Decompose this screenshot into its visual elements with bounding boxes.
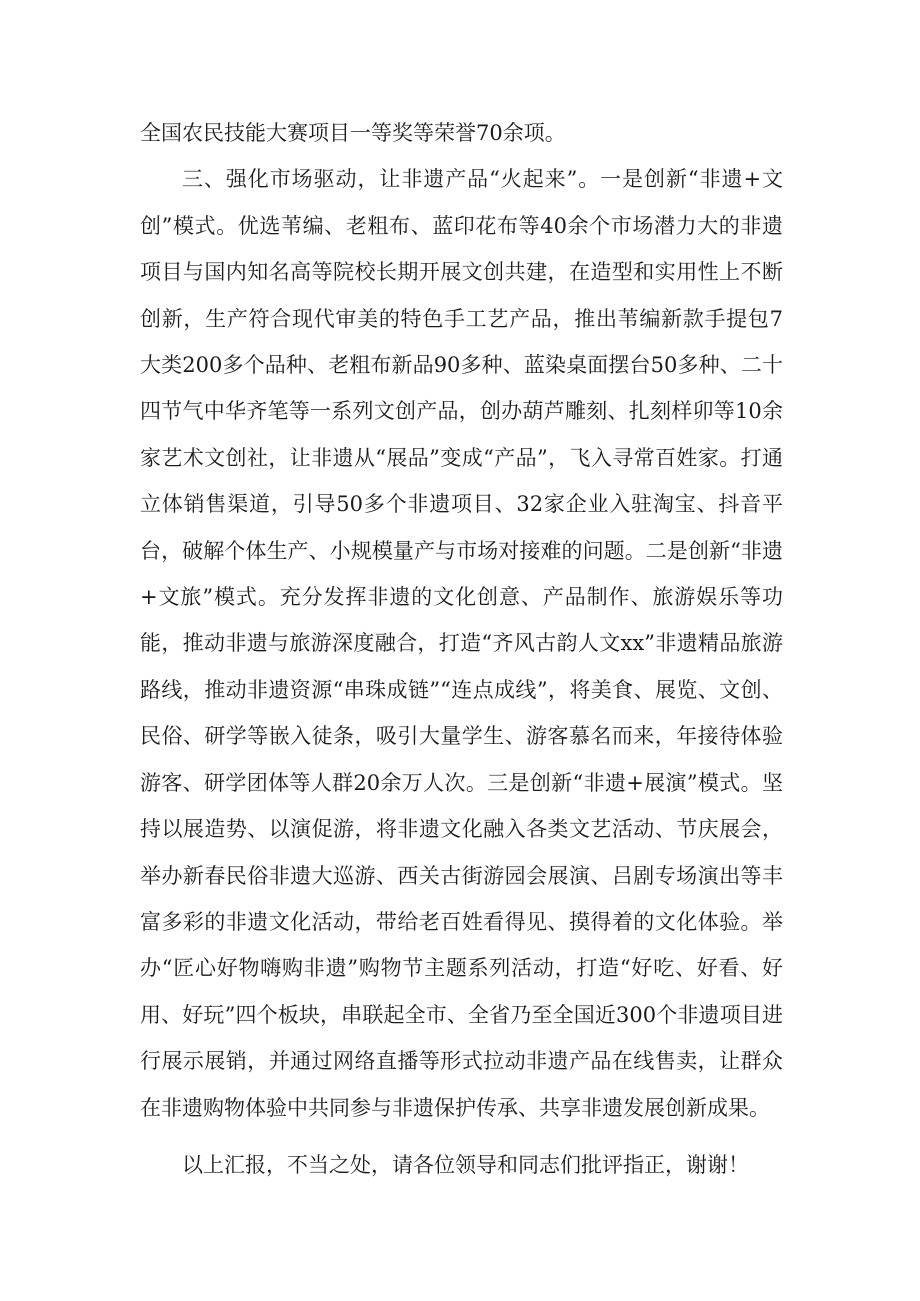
paragraph-closing-remarks: 以上汇报，不当之处，请各位领导和同志们批评指正，谢谢！: [182, 1152, 749, 1177]
paragraph-market-drive: 三、强化市场驱动，让非遗产品“火起来”。一是创新“非遗+文创”模式。优选苇编、老粗布、蓝印花布等40余个市场潜力大的非遗项目与国内知名高等院校长期开展文创共建，在造型和实用性上不断创新，生产符合现代审美的特色手工艺产品，推出苇编新款手提包7大类200多个品种、老粗布新品90多种、蓝染桌面摆台50多种、二十四节气中华齐笔等一系列文创产品，创办葫芦雕刻、扎刻样卯等10余家艺术文创社，让非遗从“展品”变成“产品”，飞入寻常百姓家。打通立体销售渠道，引导50多个非遗项目、32家企业入驻淘宝、抖音平台，破解个体生产、小规模量产与市场对接难的问题。二是创新“非遗+文旅”模式。充分发挥非遗的文化创意、产品制作、旅游娱乐等功能，推动非遗与旅游深度融合，打造“齐风古韵人文xx”非遗精品旅游路线，推动非遗资源“串珠成链”“连点成线”，将美食、展览、文创、民俗、研学等嵌入徒条，吸引大量学生、游客慕名而来，年接待体验游客、研学团体等人群20余万人次。三是创新“非遗+展演”模式。坚持以展造势、以演促游，将非遗文化融入各类文艺活动、节庆展会，举办新春民俗非遗大巡游、西关古街游园会展演、吕剧专场演出等丰富多彩的非遗文化活动，带给老百姓看得见、摸得着的文化体验。举办“匠心好物嗨购非遗”购物节主题系列活动，打造“好吃、好看、好用、好玩”四个板块，串联起全市、全省乃至全国近300个非遗项目进行展示展销，并通过网络直播等形式拉动非遗产品在线售卖，让群众在非遗购物体验中共同参与非遗保护传承、共享非遗发展创新成果。: [140, 167, 783, 1120]
paragraph-continuation: 全国农民技能大赛项目一等奖等荣誉70余项。: [140, 121, 566, 145]
document-body: [140, 110, 783, 1188]
